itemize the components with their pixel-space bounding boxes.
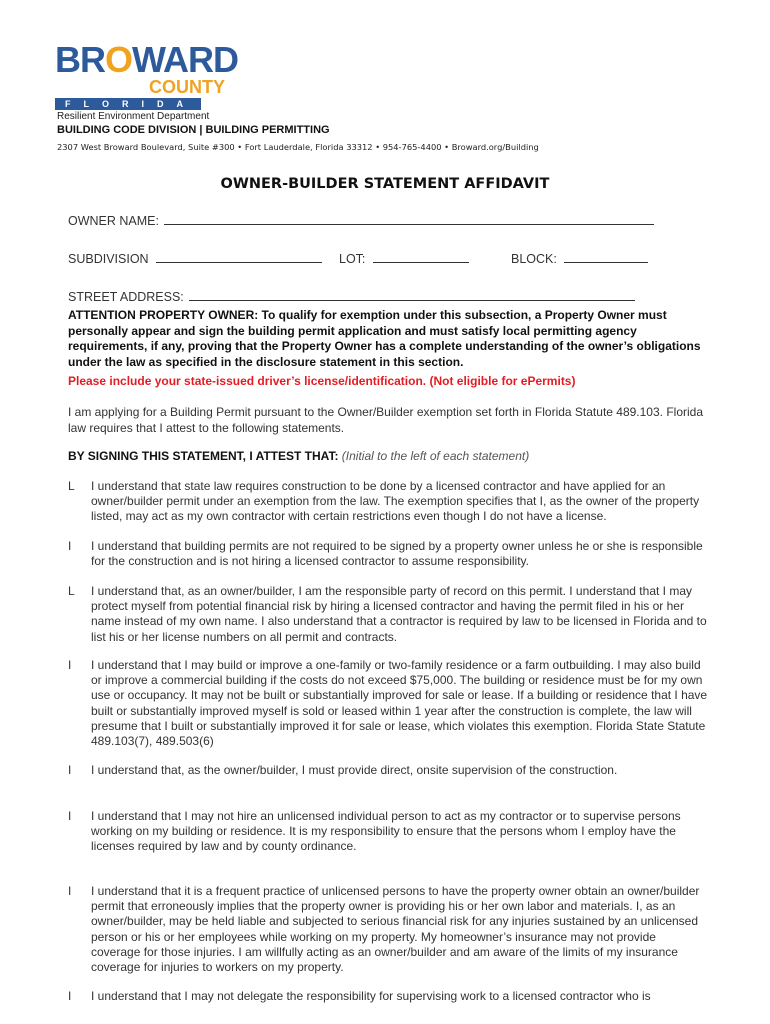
block-label: BLOCK: <box>511 252 557 266</box>
street-address-line[interactable] <box>189 288 635 301</box>
street-address-field <box>68 288 635 305</box>
statement-text: I understand that state law requires construction to be done by a licensed contractor and have applied for an owner/builder permit under an exemption from the law. The exemption specifies that I, as the owner of the property listed, may act as my own contractor with certain restrictions even though I do not have a license. <box>91 479 700 524</box>
page-title: OWNER-BUILDER STATEMENT AFFIDAVIT <box>220 176 550 192</box>
statement-text: I understand that I may not hire an unlicensed individual person to act as my contractor or to supervise persons working on my building or residence. It is my responsibility to ensure that the persons whom I employ have the licenses required by law and by county ordinance. <box>91 809 681 854</box>
logo-county: COUNTY <box>149 77 225 97</box>
statement-item <box>68 584 708 645</box>
lot-label: LOT: <box>339 252 366 266</box>
subdivision-label: SUBDIVISION <box>68 252 149 266</box>
initial-mark[interactable]: I <box>68 809 72 823</box>
attest-note: (Initial to the left of each statement) <box>341 449 530 463</box>
block-line[interactable] <box>564 250 648 263</box>
lot-field <box>339 250 469 267</box>
statement-text: I understand that it is a frequent practice of unlicensed persons to have the property owner obtain an owner/builder permit that erroneously implies that the property owner is providing his or her own labor and materials. I, as an owner/builder, may be held liable and subjected to serious financial risk for any injuries sustained by an unlicensed person or his or her employees while working on my property. My homeowner’s insurance may not provide coverage for those injuries. I am willfully acting as an owner/builder and am aware of the limits of my insurance coverage for injuries to workers on my property. <box>91 884 700 975</box>
subdivision-field <box>68 250 322 267</box>
initial-mark[interactable]: I <box>68 539 72 553</box>
statement-text: I understand that, as the owner/builder, I must provide direct, onsite supervision of the construction. <box>91 763 618 777</box>
logo-florida-band: FLORIDA <box>55 98 201 110</box>
intro-paragraph: I am applying for a Building Permit pursuant to the Owner/Builder exemption set forth in Florida Statute 489.103. Florida law requires that I attest to the following statements. <box>68 405 704 435</box>
statement-item <box>68 809 708 855</box>
statement-item <box>68 763 708 778</box>
division-name: BUILDING CODE DIVISION | BUILDING PERMITTING <box>57 124 330 136</box>
logo-wordmark: BROWARD <box>55 39 239 80</box>
owner-name-label: OWNER NAME: <box>68 214 159 228</box>
statement-item <box>68 884 708 975</box>
initial-mark[interactable]: I <box>68 989 72 1003</box>
owner-name-line[interactable] <box>164 212 654 225</box>
statement-item <box>68 658 708 749</box>
statement-text: I understand that building permits are not required to be signed by a property owner unless he or she is responsible for the construction and is not hiring a licensed contractor to assume responsibility. <box>91 539 703 569</box>
office-address: 2307 West Broward Boulevard, Suite #300 • Fort Lauderdale, Florida 33312 • 954-765-4400 • Broward.org/Building <box>57 142 539 152</box>
attest-heading <box>68 449 529 464</box>
statement-text: I understand that I may build or improve a one-family or two-family residence or a farm outbuilding. I may also build or improve a commercial building if the costs do not exceed $75,000. The building or residence must be for my own use or occupancy. It may not be built or substantially improved for sale or lease. If a building or residence that I have built or substantially improved myself is sold or leased within 1 year after the construction is complete, the law will presume that I built or substantially improved it for sale or lease, which violates this exemption. Florida State Statute 489.103(7), 489.503(6) <box>91 658 708 749</box>
broward-county-logo <box>55 39 239 112</box>
statement-text: I understand that, as an owner/builder, I am the responsible party of record on this permit. I understand that I may protect myself from potential financial risk by hiring a licensed contractor and having the permit filed in his or her name instead of my own name. I also understand that a contractor is required by law to be licensed in Florida and to list his or her license numbers on all permit and contracts. <box>91 584 707 644</box>
initial-mark[interactable]: I <box>68 658 72 672</box>
block-field <box>511 250 648 267</box>
lot-line[interactable] <box>373 250 469 263</box>
initial-mark[interactable]: L <box>68 479 75 493</box>
statement-item <box>68 539 708 569</box>
owner-name-field <box>68 212 654 229</box>
street-address-label: STREET ADDRESS: <box>68 290 184 304</box>
initial-mark[interactable]: I <box>68 763 72 777</box>
department-name: Resilient Environment Department <box>57 111 210 122</box>
statement-item <box>68 479 708 525</box>
initial-mark[interactable]: I <box>68 884 72 898</box>
attention-notice: ATTENTION PROPERTY OWNER: To qualify for exemption under this subsection, a Property Owner must personally appear and sign the building permit application and must satisfy local permitting agency requirements, if any, proving that the Property Owner has a complete understanding of the owner’s obligations under the law as specified in the disclosure statement in this section. <box>68 308 701 369</box>
statement-text: I understand that I may not delegate the responsibility for supervising work to a licensed contractor who is <box>91 989 651 1003</box>
attest-heading-text: BY SIGNING THIS STATEMENT, I ATTEST THAT: <box>68 449 339 463</box>
initial-mark[interactable]: L <box>68 584 75 598</box>
license-id-notice: Please include your state-issued driver’s license/identification. (Not eligible for ePermits) <box>68 374 576 388</box>
subdivision-line[interactable] <box>156 250 322 263</box>
statement-item <box>68 989 708 1004</box>
